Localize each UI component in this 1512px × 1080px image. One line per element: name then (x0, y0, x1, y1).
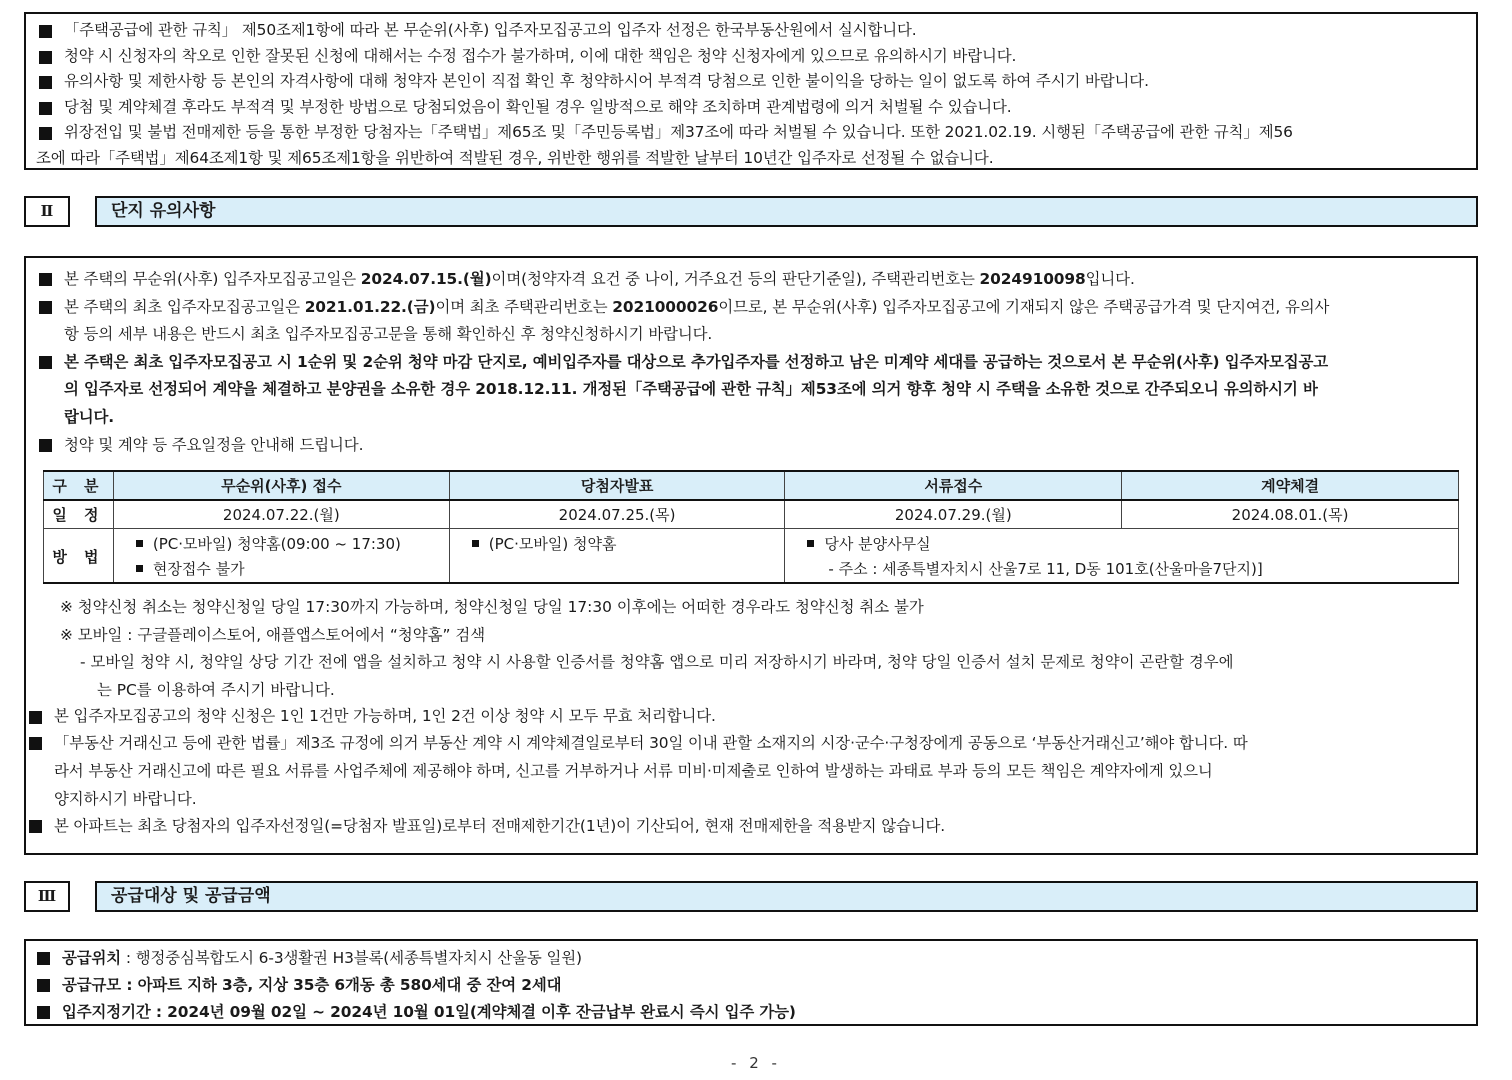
table-row-method (44, 528, 1459, 583)
table-cell (113, 528, 449, 583)
supply-summary-box (24, 939, 1478, 1026)
cell-item: 현장접수 불가 (114, 557, 449, 582)
notice-line-continued: 라서 부동산 거래신고에 따른 필요 서류를 사업주체에 제공해야 하며, 신고를 거부하거나 서류 미비·미제출로 인하여 발생하는 과태료 부과 등의 모든 책임은 계약자에게 있으니 (54, 761, 1213, 780)
notice-line: 청약 시 신청자의 착오로 인한 잘못된 신청에 대해서는 수정 접수가 불가하며, 이에 대한 책임은 청약 신청자에게 있으므로 유의하시기 바랍니다. (36, 44, 1468, 70)
table-cell (785, 528, 1459, 583)
notice-line: 청약 및 계약 등 주요일정을 안내해 드립니다. (36, 432, 1468, 460)
table-row-date (44, 500, 1459, 528)
square-bullet-icon (136, 565, 143, 572)
square-bullet-icon (39, 25, 52, 38)
move-in-period-line: 입주지정기간 : 2024년 09월 02일 ~ 2024년 10월 01일(계약체결 이후 잔금납부 완료시 즉시 입주 가능) (34, 999, 1468, 1026)
section-title: 공급대상 및 공급금액 (95, 881, 1478, 912)
notice-line-continued: 항 등의 세부 내용은 반드시 최초 입주자모집공고문을 통해 확인하신 후 청약신청하시기 바랍니다. (64, 325, 713, 344)
square-bullet-icon (39, 439, 52, 452)
schedule-table (43, 470, 1459, 584)
square-bullet-icon (39, 273, 52, 286)
square-bullet-icon (37, 1006, 50, 1019)
notice-line: 위장전입 및 불법 전매제한 등을 통한 부정한 당첨자는「주택법」제65조 및「주민등록법」제37조에 따라 처벌될 수 있습니다. 또한 2021.02.19. 시행된「주택공급에 관한 규칙」제56 (36, 120, 1468, 146)
square-bullet-icon (39, 76, 52, 89)
column-header: 당첨자발표 (449, 471, 785, 500)
notice-line-continued: 의 입주자로 선정되어 계약을 체결하고 분양권을 소유한 경우 2018.12.11. 개정된「주택공급에 관한 규칙」제53조에 의거 향후 청약 시 주택을 소유한 것으로 간주되오니 유의하시기 바 (64, 380, 1318, 399)
square-bullet-icon (29, 820, 42, 833)
column-header: 서류접수 (785, 471, 1122, 500)
row-label: 일 정 (44, 500, 114, 528)
table-cell: 2024.07.25.(목) (449, 500, 785, 528)
square-bullet-icon (472, 540, 479, 547)
note-line: - 모바일 청약 시, 청약일 상당 기간 전에 앱을 설치하고 청약 시 사용할 인증서를 청약홈 앱으로 미리 저장하시기 바라며, 청약 당일 인증서 설치 문제로 청약이 곤란할 경우에 (80, 653, 1234, 672)
square-bullet-icon (39, 356, 52, 369)
notice-line-bold: 본 주택은 최초 입주자모집공고 시 1순위 및 2순위 청약 마감 단지로, 예비입주자를 대상으로 추가입주자를 선정하고 남은 미계약 세대를 공급하는 것으로서 본 무순위(사후) 입주자모집공고 (36, 349, 1468, 377)
column-header: 무순위(사후) 접수 (113, 471, 449, 500)
notice-line: 본 주택의 최초 입주자모집공고일은 2021.01.22.(금)이며 최초 주택관리번호는 2021000026이므로, 본 무순위(사후) 입주자모집공고에 기재되지 않은 주택공급가격 및 단지여건, 유의사 (36, 294, 1468, 322)
notice-line-continued: 조에 따라「주택법」제64조제1항 및 제65조제1항을 위반하여 적발된 경우, 위반한 행위를 적발한 날부터 10년간 입주자로 선정될 수 없습니다. (36, 148, 994, 167)
notice-line: 「주택공급에 관한 규칙」 제50조제1항에 따라 본 무순위(사후) 입주자모집공고의 입주자 선정은 한국부동산원에서 실시합니다. (36, 18, 1468, 44)
notice-line: 본 주택의 무순위(사후) 입주자모집공고일은 2024.07.15.(월)이며(청약자격 요건 중 나이, 거주요건 등의 판단기준일), 주택관리번호는 2024910098입니다. (36, 266, 1468, 294)
note-line: ※ 청약신청 취소는 청약신청일 당일 17:30까지 가능하며, 청약신청일 당일 17:30 이후에는 어떠한 경우라도 청약신청 취소 불가 (60, 598, 924, 616)
square-bullet-icon (29, 737, 42, 750)
square-bullet-icon (136, 540, 143, 547)
supply-scale-line: 공급규모 : 아파트 지하 3층, 지상 35층 6개동 총 580세대 중 잔여 2세대 (34, 972, 1468, 999)
notice-line: 유의사항 및 제한사항 등 본인의 자격사항에 대해 청약자 본인이 직접 확인 후 청약하시어 부적격 당첨으로 인한 불이익을 당하는 일이 없도록 하여 주시기 바랍니다. (36, 69, 1468, 95)
table-cell: 2024.07.22.(월) (113, 500, 449, 528)
supply-location-line: 공급위치 : 행정중심복합도시 6-3생활권 H3블록(세종특별자치시 산울동 일원) (34, 945, 1468, 972)
square-bullet-icon (39, 127, 52, 140)
notice-line-continued: 양지하시기 바랍니다. (54, 789, 197, 808)
note-line: ※ 모바일 : 구글플레이스토어, 애플앱스토어에서 “청약홈” 검색 (60, 625, 486, 644)
notes-after-table (36, 594, 1472, 841)
cell-item: (PC·모바일) 청약홈(09:00 ~ 17:30) (114, 532, 449, 557)
notice-line: 당첨 및 계약체결 후라도 부적격 및 부정한 방법으로 당첨되었음이 확인될 경우 일방적으로 해약 조치하며 관계법령에 의거 처벌될 수 있습니다. (36, 95, 1468, 121)
square-bullet-icon (807, 540, 814, 547)
square-bullet-icon (29, 711, 42, 724)
table-cell: 2024.07.29.(월) (785, 500, 1122, 528)
table-header-row (44, 471, 1459, 500)
section-number: Ⅲ (24, 881, 70, 912)
square-bullet-icon (39, 51, 52, 64)
square-bullet-icon (37, 979, 50, 992)
cell-item-address: - 주소 : 세종특별자치시 산울7로 11, D동 101호(산울마을7단지)] (828, 559, 1263, 578)
square-bullet-icon (39, 102, 52, 115)
square-bullet-icon (39, 301, 52, 314)
cell-item: 당사 분양사무실 (785, 532, 1458, 557)
table-cell (449, 528, 785, 583)
section-title: 단지 유의사항 (95, 196, 1478, 227)
column-header: 계약체결 (1122, 471, 1459, 500)
row-label: 구 분 (44, 471, 114, 500)
notice-line: 본 아파트는 최초 당첨자의 입주자선정일(=당첨자 발표일)로부터 전매제한기간(1년)이 기산되어, 현재 전매제한을 적용받지 않습니다. (26, 813, 1472, 841)
page-number: - 2 - (731, 1054, 781, 1072)
notice-box-top (24, 12, 1478, 170)
notice-line: 본 입주자모집공고의 청약 신청은 1인 1건만 가능하며, 1인 2건 이상 청약 시 모두 무효 처리합니다. (26, 704, 1472, 730)
note-line-continued: 는 PC를 이용하여 주시기 바랍니다. (97, 680, 335, 699)
notice-line-continued: 랍니다. (64, 407, 115, 426)
cell-item: (PC·모바일) 청약홈 (450, 532, 785, 557)
square-bullet-icon (37, 952, 50, 965)
table-cell: 2024.08.01.(목) (1122, 500, 1459, 528)
notice-line: 「부동산 거래신고 등에 관한 법률」제3조 규정에 의거 부동산 계약 시 계약체결일로부터 30일 이내 관할 소재지의 시장·군수·구청장에게 공동으로 ‘부동산거래신고’해야 합니다. 따 (26, 730, 1472, 758)
row-label: 방 법 (44, 528, 114, 583)
section-number: Ⅱ (24, 196, 70, 227)
